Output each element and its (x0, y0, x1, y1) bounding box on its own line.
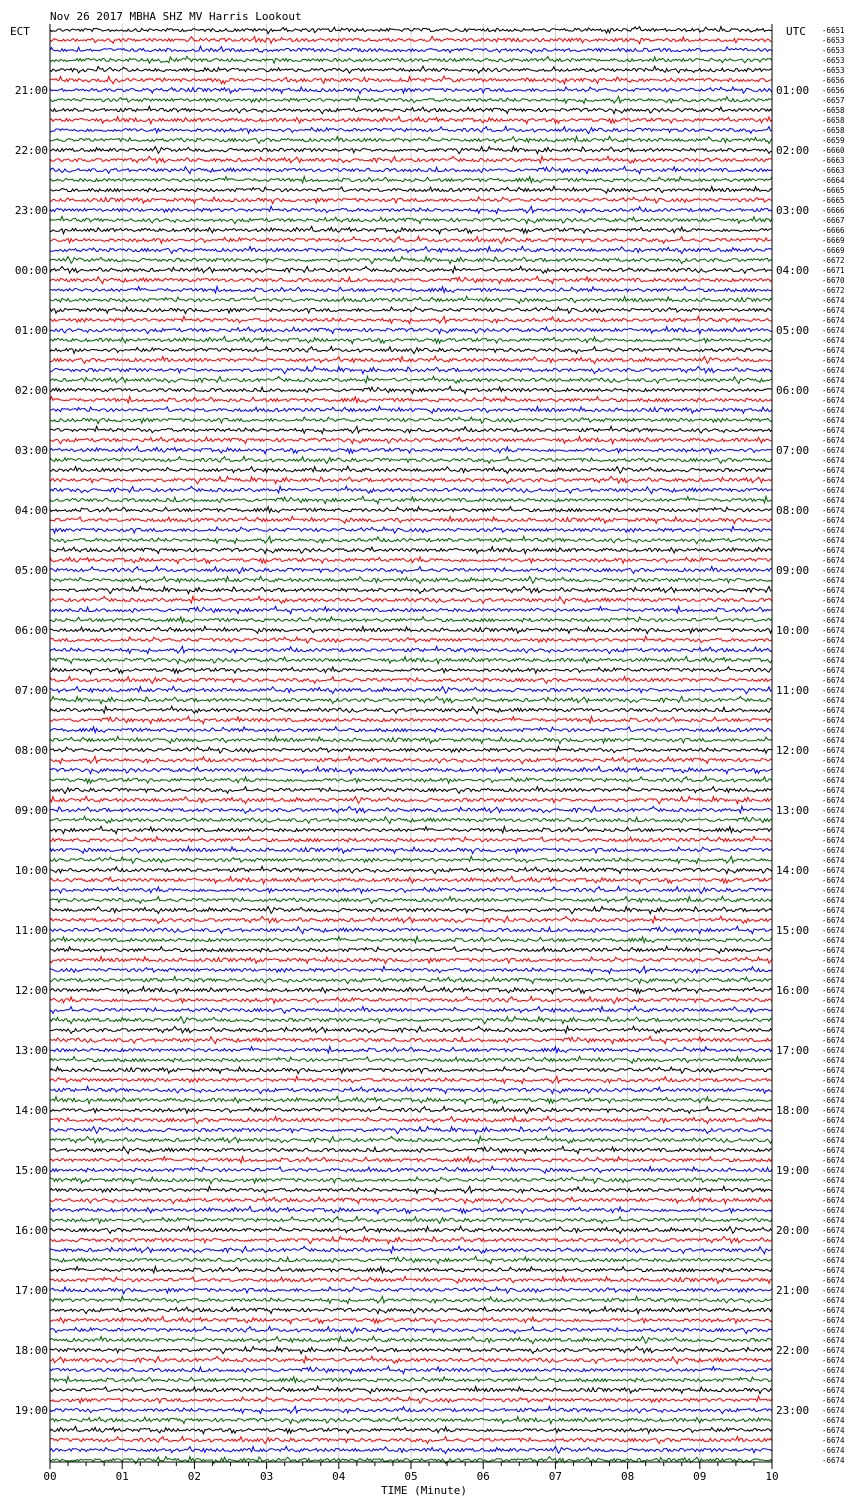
trace-value-label: -6674 (822, 1156, 845, 1165)
left-hour-label: 15:00 (14, 1164, 48, 1177)
trace-value-label: -6674 (822, 546, 845, 555)
right-hour-label: 11:00 (776, 684, 810, 697)
trace-value-label: -6653 (822, 56, 845, 65)
trace-value-label: -6663 (822, 156, 845, 165)
right-hour-label: 06:00 (776, 384, 810, 397)
left-hour-label: 10:00 (14, 864, 48, 877)
trace-value-label: -6674 (822, 556, 845, 565)
x-tick-label: 01 (115, 1470, 129, 1483)
trace-value-label: -6658 (822, 116, 845, 125)
trace-value-label: -6674 (822, 1126, 845, 1135)
trace-value-label: -6674 (822, 1116, 845, 1125)
right-hour-label: 23:00 (776, 1404, 810, 1417)
chart-title: Nov 26 2017 MBHA SHZ MV Harris Lookout (50, 10, 302, 23)
trace-value-label: -6674 (822, 766, 845, 775)
trace-value-label: -6674 (822, 366, 845, 375)
trace-value-label: -6674 (822, 1186, 845, 1195)
right-hour-label: 13:00 (776, 804, 810, 817)
trace-value-label: -6674 (822, 1196, 845, 1205)
trace-value-label: -6674 (822, 676, 845, 685)
trace-value-label: -6669 (822, 246, 845, 255)
right-hour-label: 01:00 (776, 84, 810, 97)
trace-value-label: -6674 (822, 876, 845, 885)
trace-value-label: -6658 (822, 126, 845, 135)
x-axis-ticks (43, 1462, 778, 1483)
trace-value-label: -6674 (822, 496, 845, 505)
trace-value-label: -6674 (822, 1246, 845, 1255)
trace-value-label: -6674 (822, 576, 845, 585)
trace-value-label: -6674 (822, 1166, 845, 1175)
left-hour-label: 12:00 (14, 984, 48, 997)
left-hour-label: 08:00 (14, 744, 48, 757)
trace-value-label: -6674 (822, 1016, 845, 1025)
left-hour-label: 13:00 (14, 1044, 48, 1057)
trace-value-label: -6674 (822, 746, 845, 755)
trace-value-label: -6674 (822, 696, 845, 705)
trace-value-label: -6674 (822, 336, 845, 345)
trace-value-label: -6674 (822, 986, 845, 995)
left-hour-label: 16:00 (14, 1224, 48, 1237)
trace-value-label: -6674 (822, 786, 845, 795)
trace-value-labels (822, 26, 845, 1465)
left-hour-labels (15, 84, 48, 1417)
trace-value-label: -6674 (822, 1406, 845, 1415)
right-hour-label: 04:00 (776, 264, 810, 277)
trace-value-label: -6674 (822, 376, 845, 385)
trace-value-label: -6674 (822, 706, 845, 715)
trace-value-label: -6674 (822, 1306, 845, 1315)
trace-value-label: -6674 (822, 316, 845, 325)
trace-value-label: -6674 (822, 1106, 845, 1115)
trace-value-label: -6674 (822, 846, 845, 855)
trace-value-label: -6656 (822, 86, 845, 95)
trace-value-label: -6674 (822, 1146, 845, 1155)
trace-value-label: -6674 (822, 306, 845, 315)
trace-value-label: -6674 (822, 956, 845, 965)
trace-value-label: -6674 (822, 536, 845, 545)
trace-value-label: -6674 (822, 1076, 845, 1085)
trace-value-label: -6674 (822, 726, 845, 735)
trace-value-label: -6674 (822, 1456, 845, 1465)
right-hour-label: 03:00 (776, 204, 810, 217)
right-hour-label: 05:00 (776, 324, 810, 337)
trace-value-label: -6665 (822, 186, 845, 195)
x-tick-label: 07 (548, 1470, 563, 1483)
trace-value-label: -6674 (822, 946, 845, 955)
trace-value-label: -6674 (822, 886, 845, 895)
trace-value-label: -6674 (822, 976, 845, 985)
right-hour-label: 16:00 (776, 984, 810, 997)
right-hour-label: 07:00 (776, 444, 810, 457)
trace-value-label: -6674 (822, 1286, 845, 1295)
trace-value-label: -6674 (822, 526, 845, 535)
x-tick-label: 06 (476, 1470, 490, 1483)
trace-value-label: -6674 (822, 906, 845, 915)
trace-value-label: -6674 (822, 816, 845, 825)
right-hour-label: 20:00 (776, 1224, 810, 1237)
x-tick-label: 09 (693, 1470, 707, 1483)
left-hour-label: 02:00 (14, 384, 48, 397)
right-hour-label: 15:00 (776, 924, 810, 937)
trace-value-label: -6674 (822, 1096, 845, 1105)
trace-value-label: -6674 (822, 436, 845, 445)
trace-value-label: -6674 (822, 1216, 845, 1225)
trace-value-label: -6674 (822, 396, 845, 405)
trace-value-label: -6674 (822, 416, 845, 425)
left-hour-label: 03:00 (14, 444, 48, 457)
trace-value-label: -6674 (822, 1036, 845, 1045)
trace-value-label: -6674 (822, 806, 845, 815)
trace-value-label: -6674 (822, 1426, 845, 1435)
trace-value-label: -6658 (822, 106, 845, 115)
left-hour-label: 19:00 (14, 1404, 48, 1417)
trace-value-label: -6660 (822, 146, 845, 155)
trace-value-label: -6674 (822, 1356, 845, 1365)
trace-value-label: -6667 (822, 216, 845, 225)
trace-value-label: -6674 (822, 1256, 845, 1265)
trace-value-label: -6674 (822, 1316, 845, 1325)
trace-value-label: -6674 (822, 486, 845, 495)
trace-value-label: -6674 (822, 426, 845, 435)
trace-value-label: -6674 (822, 1386, 845, 1395)
right-hour-label: 12:00 (776, 744, 810, 757)
trace-value-label: -6659 (822, 136, 845, 145)
left-hour-label: 22:00 (14, 144, 48, 157)
left-hour-label: 18:00 (14, 1344, 48, 1357)
trace-value-label: -6674 (822, 1366, 845, 1375)
trace-value-label: -6674 (822, 476, 845, 485)
trace-value-label: -6674 (822, 646, 845, 655)
trace-value-label: -6674 (822, 996, 845, 1005)
x-tick-label: 08 (620, 1470, 635, 1483)
trace-value-label: -6674 (822, 1326, 845, 1335)
left-hour-label: 23:00 (14, 204, 48, 217)
right-timezone-label: UTC (786, 25, 806, 38)
x-tick-label: 00 (43, 1470, 57, 1483)
trace-value-label: -6663 (822, 166, 845, 175)
trace-value-label: -6674 (822, 386, 845, 395)
trace-value-label: -6674 (822, 1236, 845, 1245)
trace-value-label: -6674 (822, 896, 845, 905)
trace-value-label: -6672 (822, 286, 845, 295)
right-hour-label: 19:00 (776, 1164, 810, 1177)
x-tick-label: 02 (187, 1470, 202, 1483)
trace-value-label: -6666 (822, 226, 845, 235)
trace-value-label: -6674 (822, 1226, 845, 1235)
trace-value-label: -6674 (822, 736, 845, 745)
trace-value-label: -6674 (822, 466, 845, 475)
trace-value-label: -6674 (822, 936, 845, 945)
trace-value-label: -6674 (822, 836, 845, 845)
trace-value-label: -6674 (822, 656, 845, 665)
right-hour-label: 21:00 (776, 1284, 810, 1297)
trace-value-label: -6674 (822, 406, 845, 415)
trace-value-label: -6674 (822, 1346, 845, 1355)
trace-value-label: -6674 (822, 586, 845, 595)
right-hour-label: 17:00 (776, 1044, 810, 1057)
trace-value-label: -6674 (822, 1026, 845, 1035)
trace-value-label: -6674 (822, 636, 845, 645)
trace-value-label: -6674 (822, 446, 845, 455)
right-hour-label: 02:00 (776, 144, 810, 157)
trace-value-label: -6674 (822, 606, 845, 615)
trace-value-label: -6674 (822, 926, 845, 935)
trace-value-label: -6666 (822, 206, 845, 215)
trace-value-label: -6669 (822, 236, 845, 245)
trace-value-label: -6674 (822, 1266, 845, 1275)
trace-value-label: -6674 (822, 506, 845, 515)
left-hour-label: 06:00 (14, 624, 48, 637)
trace-value-label: -6674 (822, 356, 845, 365)
trace-value-label: -6674 (822, 296, 845, 305)
trace-value-label: -6674 (822, 1056, 845, 1065)
trace-value-label: -6674 (822, 916, 845, 925)
left-hour-label: 07:00 (14, 684, 48, 697)
trace-value-label: -6657 (822, 96, 845, 105)
trace-value-label: -6653 (822, 36, 845, 45)
trace-value-label: -6674 (822, 1376, 845, 1385)
left-timezone-label: ECT (10, 25, 30, 38)
trace-value-label: -6674 (822, 776, 845, 785)
trace-value-label: -6674 (822, 626, 845, 635)
trace-value-label: -6674 (822, 826, 845, 835)
trace-value-label: -6674 (822, 1276, 845, 1285)
trace-value-label: -6674 (822, 1446, 845, 1455)
trace-value-label: -6674 (822, 1296, 845, 1305)
left-hour-label: 17:00 (14, 1284, 48, 1297)
trace-value-label: -6674 (822, 856, 845, 865)
x-axis-label: TIME (Minute) (380, 1484, 468, 1497)
trace-value-label: -6670 (822, 276, 845, 285)
trace-value-label: -6674 (822, 566, 845, 575)
x-tick-label: 10 (765, 1470, 779, 1483)
trace-value-label: -6653 (822, 66, 845, 75)
x-tick-label: 05 (404, 1470, 418, 1483)
x-tick-label: 03 (259, 1470, 274, 1483)
trace-value-label: -6674 (822, 1136, 845, 1145)
right-hour-label: 08:00 (776, 504, 810, 517)
trace-value-label: -6674 (822, 616, 845, 625)
trace-value-label: -6674 (822, 1336, 845, 1345)
trace-value-label: -6653 (822, 46, 845, 55)
trace-value-label: -6664 (822, 176, 845, 185)
trace-value-label: -6674 (822, 596, 845, 605)
trace-value-label: -6672 (822, 256, 845, 265)
right-hour-label: 09:00 (776, 564, 810, 577)
trace-value-label: -6651 (822, 26, 845, 35)
trace-value-label: -6674 (822, 686, 845, 695)
left-hour-label: 11:00 (14, 924, 48, 937)
left-hour-label: 00:00 (14, 264, 48, 277)
trace-value-label: -6674 (822, 666, 845, 675)
left-hour-label: 09:00 (14, 804, 48, 817)
trace-value-label: -6674 (822, 1396, 845, 1405)
trace-value-label: -6674 (822, 346, 845, 355)
left-hour-label: 05:00 (14, 564, 48, 577)
left-hour-label: 21:00 (14, 84, 48, 97)
left-hour-label: 01:00 (14, 324, 48, 337)
right-hour-label: 14:00 (776, 864, 810, 877)
trace-value-label: -6674 (822, 326, 845, 335)
x-tick-label: 04 (332, 1470, 346, 1483)
trace-value-label: -6674 (822, 756, 845, 765)
trace-value-label: -6674 (822, 966, 845, 975)
trace-value-label: -6671 (822, 266, 845, 275)
left-hour-label: 04:00 (14, 504, 48, 517)
right-hour-label: 22:00 (776, 1344, 810, 1357)
trace-value-label: -6674 (822, 1086, 845, 1095)
trace-value-label: -6674 (822, 1436, 845, 1445)
trace-value-label: -6674 (822, 1416, 845, 1425)
right-hour-label: 18:00 (776, 1104, 810, 1117)
trace-value-label: -6674 (822, 1006, 845, 1015)
right-hour-labels (776, 84, 809, 1417)
trace-value-label: -6656 (822, 76, 845, 85)
trace-value-label: -6674 (822, 716, 845, 725)
trace-value-label: -6674 (822, 866, 845, 875)
trace-value-label: -6674 (822, 1046, 845, 1055)
trace-value-label: -6674 (822, 456, 845, 465)
trace-value-label: -6665 (822, 196, 845, 205)
trace-value-label: -6674 (822, 1176, 845, 1185)
trace-value-label: -6674 (822, 1206, 845, 1215)
right-hour-label: 10:00 (776, 624, 810, 637)
trace-value-label: -6674 (822, 796, 845, 805)
left-hour-label: 14:00 (14, 1104, 48, 1117)
trace-value-label: -6674 (822, 1066, 845, 1075)
trace-value-label: -6674 (822, 516, 845, 525)
